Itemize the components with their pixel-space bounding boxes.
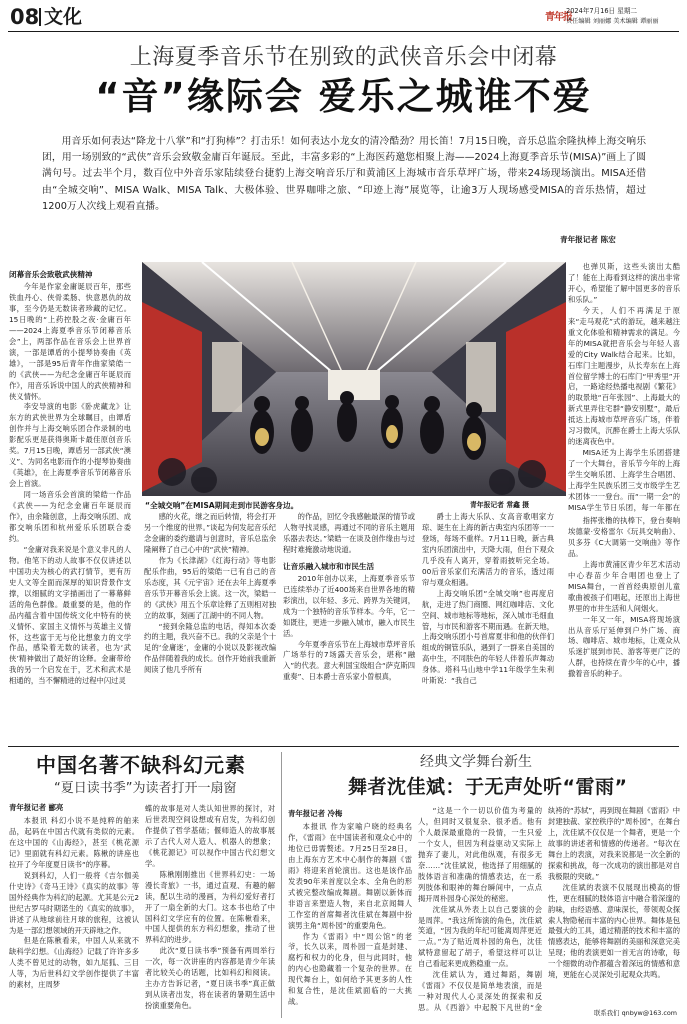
section-divider bbox=[39, 8, 41, 26]
metro-performance-photo bbox=[142, 262, 566, 496]
paragraph: 作为《雷雨》中“周公馆”的老爷，长久以来，周朴园一直是封建、腐朽和权力的化身，但与此同时，他的内心也隐藏着一个复杂的世界。在现代舞台上，如何给予其更多的人性和复合性，是沈佳斌面临的一大挑战。 bbox=[288, 931, 412, 1007]
paragraph: 今天，人们不再满足于原来“走马观花”式的游玩，越来越注重文化体验和精神需求的满足。今年的MISA就把音乐会与年轻人喜爱的City Walk结合起来。比如，石库门主题漫步，从长寿东在上海首位留学博士的石库门“甲秀里”开启，一路途经热播电视剧《繁花》的取景地“百年张园”、上海最大的新式里弄住宅群“静安别墅”，最后抵达上海城市草坪音乐广场，伴着习习微风，沉醉在爵士上海大乐队的迷离夜色中。 bbox=[568, 305, 680, 447]
paragraph: 此次“夏日读书季”预备有两周举行一次，每一次讲座的内容都是青少年读者比较关心的话题，比如科幻和阅读。主办方告诉记者，“夏日读书季”真正做到从读者出发，将在读者的暑期生活中扮演重要角色。 bbox=[145, 946, 275, 1011]
paragraph: 上海交响乐团“全城交响”也再度启航，走进了热门商圈、网红咖啡店、文化空间、城市地标等地标，深入城市毛细血管，与市民和游客不期而遇。在新天地，上海交响乐团小号首席夏非和他的伙伴们组成的铜管乐队，遇到了一群来自美国的高中生，不同肤色的年轻人伴着乐声舞动身体。塔科马山地中学11年级学生朱利叶斯说：“我自己 bbox=[422, 588, 554, 686]
dance-reporter: 青年报记者 冷梅 bbox=[288, 809, 343, 818]
section-rule bbox=[8, 746, 679, 747]
dance-column-2 bbox=[418, 806, 542, 1014]
paragraph: 指挥张橹的执棒下，登台奏响埃德蒙·安格雷尔《玩具交响曲》、贝多芬《C大调第一交响曲》等作品。 bbox=[568, 516, 680, 558]
paragraph: 同一场音乐会首演的梁皓一作品《武侠——为纪念金庸百年诞辰而作》，由余隆创意，上海交响乐团、成都交响乐团和杭州爱乐乐团联合委约。 bbox=[9, 490, 131, 543]
paragraph: 纨袴的“苏轼”，再到现在舞剧《雷雨》中封建独裁、家控秩序的“周朴园”，在舞台上，沈佳斌不仅仅是一个舞者，更是一个故事的讲述者和情感的传递者。“每次在舞台上的表演，对我来说都是一次全新的探索和挑战，每一次成功的演出都是对自我极限的突破。” bbox=[548, 806, 680, 881]
paragraph: “这是一个一切以价值为考量的人，但同时又很复杂、很矛盾。他有个人最深最重隐的一段情，一生只爱一个女人，但因为利益驱动又实际上抛弃了妻儿，对此他纵观，有很多无奈……”沈佳斌说，他选择了用细腻的肢体语言和准确的情感表达，在一系列肢体和眼神的舞台瞬间中，一点点揭开周朴园身心深处的秘密。 bbox=[418, 806, 542, 903]
sci-fi-subheadline: “夏日读书季”为读者打开一扇窗 bbox=[54, 781, 237, 796]
editor-credits: 责任编辑 刘丽娜 美术编辑 谭丽丽 bbox=[566, 18, 659, 25]
paragraph: 蝶的故事是对人类认知世界的探讨，对后世表现空间设想或有启发，为科幻创作提供了哲学基础；偃师造人的故事展示了古代人对人造人、机器人的想象；《桃花源记》可以视作中国古代幻想文学。 bbox=[145, 804, 275, 868]
paragraph: 但是在陈楸看来，中国人从来就不缺科学幻想。《山海经》记载了许许多多人类不曾见过的动物，如九尾狐、三目人等，为后世科幻文学创作提供了丰富的素材，庄周梦 bbox=[9, 936, 139, 990]
paragraph: 上海市黄浦区青少年艺术活动中心春苗少年合唱团也登上了MISA舞台，一首首经典原创儿童歌曲被孩子们唱起，还原出上海世界里的市井生活和人间烟火。 bbox=[568, 559, 680, 613]
paragraph: 沈佳斌从外表上以自己要演的会是周萍。“我这所饰演的角色，沈佳斌笑道，“因为我的年纪可能离周萍更近一点。”为了贴近周朴园的角色，沈佳斌特意留起了胡子，希望这样可以让自己看起来更成熟稳重一点。 bbox=[418, 904, 542, 969]
sci-fi-column-1 bbox=[9, 816, 139, 1014]
photo-caption: “全城交响”在MISA期间走到市民游客身边。 bbox=[145, 501, 299, 510]
paragraph: “金庸对我来说是个意义非凡的人物。他笔下的动人故事不仅仅讲述以中国功夫为核心的武打情节，更有历史人文等全面而深厚的知识背景作支撑，以细腻的文字描画出了一幕幕鲜活的角色群像。最重要的是，他的作品内蕴含着中国传统文化中特有的侠义情怀、家国主义情怀与英雄主义情怀，这些富于无与伦比想象力的文学作品，感染着无数的读者，也为‘武侠’精神做出了最好的诠释。金庸带给我的另一个启发在于，艺术和武术是相通的，当不懈精进的过程中闪过灵 bbox=[9, 544, 131, 686]
sci-fi-column-2 bbox=[145, 804, 275, 1014]
footer-contact: 联系我们 qnbyw@163.com bbox=[594, 1009, 678, 1017]
paragraph: MISA还为上海学生乐团搭建了一个大舞台，音乐节今年的上海学生交响乐团、上海学生合唱团、上海学生民族乐团三支市级学生艺术团体一一登台。而“一期一会”的MISA学生节日乐团，每一年都在 bbox=[568, 448, 680, 512]
paragraph: 作为《长津湖》《红海行动》等电影配乐作曲，95后的梁皓一已有自己的音乐态度，其《元宇宙》还在去年上海夏季音乐节开幕音乐会上演。这一次，梁皓一的《武侠》用五个乐章诠释了五则相对独立的故事，刻画了江湖中的不同人物。 bbox=[144, 555, 276, 620]
paragraph: 本报讯 科幻小说不是纯粹的舶来品，起码在中国古代就有类似的元素。在这中国的《山海经》，甚至《桃花源记》里面就有科幻元素。陈楸的讲座也拉开了今年度夏日读书“的序幕。 bbox=[9, 816, 139, 869]
page-header bbox=[0, 0, 687, 34]
paragraph: “接到余隆总监的电话，得知本次委约的主题，我兴奋不已。我的父亲是个十足的‘金庸迷’，金庸的小说以及影视改编作品伴随着我的成长。创作开始前我重新阅读了他几乎所有 bbox=[144, 621, 276, 675]
paragraph: 爵士上海大乐队、女高音歌唱家方琼、诞生在上海的新古典室内乐团等一一登场，每场不重样。7月11日晚，新古典室内乐团演出中，天降大雨，但台下观众几乎没有人离开，穿着雨披听完全场。00后音乐家们充满活力的音乐，透过雨帘与观众相遇。 bbox=[422, 512, 554, 587]
dance-headline: 舞者沈佳斌：于无声处听“雷雨” bbox=[348, 776, 628, 798]
issue-date: 2024年7月16日 星期二 bbox=[566, 7, 638, 15]
lead-text: 用音乐如何表达“降龙十八掌”和“打狗棒”？打击乐！如何表达小龙女的清冷酷劲？用长笛！7月15日晚，音乐总监余隆执棒上海交响乐团，用一场别致的“武侠”音乐会致敬金庸百年诞辰。至此，丰富多彩的“上海医药邀您相聚上海——2024上海夏季音乐节(MISA)”画上了圆满句号。过去半个月，数百位中外音乐家陆续登台捷豹上海交响音乐厅和黄浦区上海城市音乐草坪广场，带来24场现场演出。MISA还借由“全城交响”、MISA Walk、MISA Talk、大极体验、世界咖啡之旅、“印迹上海”展览等，让逾3万人现场感受MISA的音乐热情，超过1200万人次线上观看直播。 bbox=[42, 136, 646, 212]
dance-column-3 bbox=[548, 806, 680, 1004]
lead-reporter: 青年报记者 陈宏 bbox=[560, 235, 616, 244]
paragraph: 一年又一年，MISA将现场演出从音乐厅延伸到户外广场、商场、咖啡店、城市地标，让观众从乐迷扩展到市民、游客等更广泛的人群，也持续在青少年的心中，播撒着音乐的种子。 bbox=[568, 614, 680, 679]
paragraph: 陈楸刚刚推出《世界科幻史：一场漫长奇旅》一书，通过直观、有趣的解读，配以生动的漫画，为科幻爱好者打开了一扇全新的大门。这本书也给了中国科幻文学应有的位置。在陈楸看来，中国人提供的东方科幻想象，推动了世界科幻的进步。 bbox=[145, 869, 275, 945]
lead-kicker: 上海夏季音乐节在别致的武侠音乐会中闭幕 bbox=[129, 45, 558, 70]
paragraph: 说到科幻，人们一般将《吉尔伽美什史诗》《奇马王诗》《真实的故事》等国外经典作为科幻的起源。尤其是公元2世纪古罗马时期诺生的《真实的故事》，讲述了从地球前往月球的旅程，这被认为是一部幻想领域的开天辟地之作。 bbox=[9, 870, 139, 935]
paragraph: 沈佳斌认为，通过舞蹈，舞剧《雷雨》不仅仅是简单地表演，而是一种对现代人心灵深处的探索和反思。从《西游》中起脱下凡世的“金 bbox=[418, 970, 542, 1013]
newspaper-logo: 青年报 bbox=[545, 12, 572, 23]
subhead-city-life: 让音乐融入城市和市民生活 bbox=[283, 561, 375, 571]
column-divider bbox=[281, 752, 282, 1018]
dance-column-1 bbox=[288, 822, 412, 1014]
lead-column-1 bbox=[9, 268, 131, 742]
lead-paragraph bbox=[42, 134, 646, 215]
paragraph: 的作品，回忆令我感触最深的情节或人物寻找灵感，再通过不同的音乐主题用乐器去表达。”梁皓一在谈及创作缘由与过程时难掩激动地说道。 bbox=[283, 512, 415, 554]
paragraph: 本报讯 作为家喻户晓的经典名作，《雷雨》在中国读者和观众心中的地位已毋需赘述。7月25日至28日，由上海东方艺术中心制作的舞剧《雷雨》将迎来首轮演出。这也是该作品发表90年来首度以全本、全角色的形式被完整改编成舞剧。舞剧以新体而非语言来塑造人物，来自北京闻舞人工作室的首席舞者沈佳斌在舞剧中扮演男主角“周朴园”的重要角色。 bbox=[288, 822, 412, 930]
lead-column-3 bbox=[283, 512, 415, 742]
lead-column-4 bbox=[422, 512, 554, 742]
paragraph: 2010年创办以来，上海夏季音乐节已连续举办了近400场来自世界各地的精彩演出，以年轻、多元、跨界为关键词，成为一个独特的音乐节样本。今年，它一如既往，更进一步融入城市，融入市民生活。 bbox=[283, 573, 415, 638]
header-rule bbox=[8, 31, 679, 32]
paragraph: 今年夏季音乐节在上海城市草坪音乐广场举行的7场露天音乐会，堪称“融入”的代表。意大利国宝级组合“萨克斯四重奏”、日本爵士音乐家小曽根真， bbox=[283, 639, 415, 682]
paragraph: 沈佳斌的表演不仅展现出模高的惜性，更在细腻的肢体语言中融合着深邃的韵味，由经语感、意味深长，带领观众探索人物隐秘而丰富的内心世界。舞体是包最强大的工具，通过精湛的技术和丰富的情感表达，能够将舞剧的美丽和深意完美呈现；他的表演更如一首无言的诗歌，每一个细微的动作都蕴含着深远的情感和意境，更能在心灵深处引起观众共鸣。 bbox=[548, 882, 680, 980]
lead-column-6 bbox=[568, 516, 680, 742]
lead-headline: “音”缘际会 爱乐之城谁不爱 bbox=[95, 75, 592, 118]
paragraph: 李安导演的电影《卧虎藏龙》让东方的武侠世界为全球瞩目，由谭盾创作并与上海交响乐团合作录制的电影配乐更是获得奥斯卡最佳原创音乐奖。7月15日晚，谭盾另一部武侠“澳义”、为同名电影而作的小提琴协奏曲《英雄》，在上海夏季音乐节闭幕音乐会上首演。 bbox=[9, 402, 131, 489]
lead-column-5 bbox=[568, 262, 680, 514]
lead-photo bbox=[142, 262, 566, 496]
dance-kicker: 经典文学舞台新生 bbox=[420, 754, 532, 770]
paragraph: 今年是作家金庸诞辰百年，那些铁血丹心、侠骨柔肠、快意恩仇的故事，至今仍是无数读者珍藏的记忆。15日晚的“上药控股之夜·金庸百年——2024上海夏季音乐节闭幕音乐会”上，两部作品在音乐会上世界首演，一部是谭盾的小提琴协奏曲《英雄》，一部是95后青年作曲家梁皓一的《武侠——为纪念金庸百年诞辰而作》，用音乐诉说中国人的武侠精神和侠义情怀。 bbox=[9, 282, 131, 401]
paragraph: 感的火花，继之而后转情，将会打开另一个维度的世界。”谈起为何发起音乐纪念金庸的委约邀请与创意时，音乐总监余隆阐释了自己心中的“武侠”精神。 bbox=[144, 512, 276, 554]
page-number: 08 bbox=[10, 5, 40, 29]
sci-fi-headline: 中国名著不缺科幻元素 bbox=[36, 753, 246, 777]
sci-fi-reporter: 青年报记者 郦亮 bbox=[9, 803, 64, 812]
paragraph: 也弹贝斯，这些头演出太酷了！能在上海看到这样的演出非常开心，希望能了解中国更多的音乐和乐队。” bbox=[568, 262, 680, 304]
photo-credit: 青年报记者 常鑫 摄 bbox=[470, 501, 530, 509]
section-name: 文化 bbox=[44, 6, 83, 28]
lead-column-2 bbox=[144, 512, 276, 742]
subhead-closing-concert: 闭幕音乐会致敬武侠精神 bbox=[9, 270, 93, 279]
